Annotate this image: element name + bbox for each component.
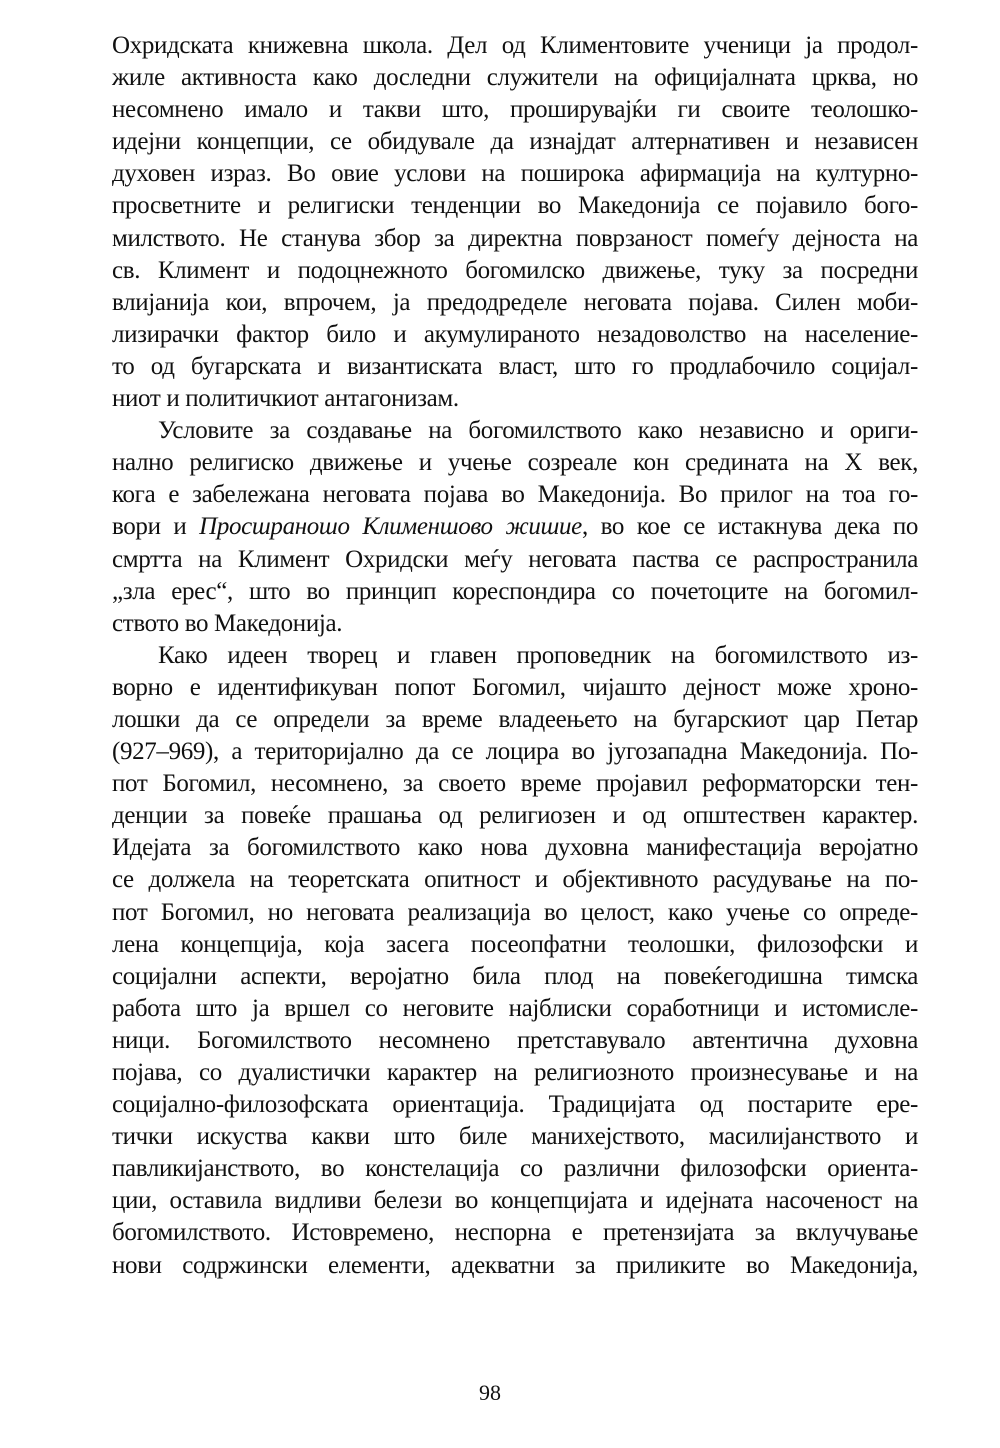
- text-line: нално религиско движење и учење созреале кон средината на X век,: [112, 449, 918, 477]
- text-line: ството во Македонија.: [112, 609, 343, 637]
- text-line: Како идеен творец и главен проповедник на богомилството из-: [158, 641, 918, 669]
- text-line: пот Богомил, несомнено, за своето време пројавил реформаторски тен-: [112, 770, 918, 798]
- text-line: Охридската книжевна школа. Дел од Климентовите ученици ја продол-: [112, 32, 918, 59]
- text-line: Условите за создавање на богомилството како независно и ориги-: [158, 417, 918, 445]
- page-number: 98: [479, 1380, 501, 1405]
- text-line: социјално-филозофската ориентација. Традицијата од постарите ере-: [112, 1091, 918, 1119]
- text-line: милството. Не станува збор за директна поврзаност помеѓу дејноста на: [112, 224, 918, 252]
- text-line: социјални аспекти, веројатно била плод на повеќегодишна тимска: [112, 962, 918, 990]
- text-line: богомилството. Истовремено, неспорна е претензијата за вклучување: [112, 1219, 918, 1247]
- text-line: ници. Богомилството несомнено претставувало автентична духовна: [112, 1026, 918, 1054]
- text-line: идејни концепции, се обидувале да изнајдат алтернативен и независен: [112, 128, 918, 156]
- text-fragment: вори и: [112, 513, 200, 541]
- text-line: се должела на теоретската опитност и објективното расудување на по-: [112, 866, 918, 894]
- text-fragment: , во кое се истакнува дека по: [581, 513, 919, 541]
- text-line: павликијанството, во констелација со различни филозофски ориента-: [112, 1155, 918, 1183]
- text-line: денции за повеќе прашања од религиозен и од општествен карактер.: [112, 802, 918, 830]
- text-line: (927–969), а територијално да се лоцира во југозападна Македонија. По-: [112, 738, 918, 766]
- text-line: влијанија кои, впрочем, ја предодределе неговата појава. Силен моби-: [112, 288, 918, 316]
- text-line: [112, 511, 918, 543]
- text-line: лена концепција, која засега посеопфатни теолошки, филозофски и: [112, 930, 918, 958]
- text-line: лизирачки фактор било и акумулираното незадоволство на население-: [112, 320, 918, 348]
- text-line: кога е забележана неговата појава во Македонија. Во прилог на тоа го-: [112, 481, 918, 509]
- text-line: просветните и религиски тенденции во Македонија се појавило бого-: [112, 192, 918, 220]
- text-line: нови содржински елементи, адекватни за приликите во Македонија,: [112, 1251, 918, 1279]
- text-line: св. Климент и подоцнежното богомилско движење, туку за посредни: [112, 256, 918, 284]
- text-line: пот Богомил, но неговата реализација во целост, како учење со опреде-: [112, 898, 918, 926]
- text-line: смртта на Климент Охридски меѓу неговата паства се распространила: [112, 545, 918, 573]
- text-line: то од бугарската и византиската власт, што го продлабочило социјал-: [112, 352, 918, 380]
- text-line: ворно е идентификуван попот Богомил, чијашто дејност може хроно-: [112, 673, 918, 701]
- body-text: [112, 30, 918, 1282]
- italic-title: Просшраношо Клименшово жишие: [199, 513, 582, 541]
- text-line: работа што ја вршел со неговите најблиски соработници и истомисле-: [112, 994, 918, 1022]
- text-line: ниот и политичкиот антагонизам.: [112, 385, 459, 413]
- text-line: „зла ерес“, што во принцип кореспондира со почетоците на богомил-: [112, 577, 918, 605]
- text-line: несомнено имало и такви што, проширувајќи ги своите теолошко-: [112, 96, 918, 124]
- text-line: ции, оставила видливи белези во концепцијата и идејната насоченост на: [112, 1187, 918, 1215]
- text-line: Идејата за богомилството како нова духовна манифестација веројатно: [112, 834, 918, 862]
- text-line: појава, со дуалистички карактер на религиозното произнесување и на: [112, 1059, 918, 1086]
- text-line: тички искуства какви што биле манихејството, масилијанството и: [112, 1123, 918, 1151]
- text-line: жиле активноста како доследни служители на официјалната црква, но: [112, 64, 918, 92]
- text-line: духовен израз. Во овие услови на поширока афирмација на културно-: [112, 160, 918, 188]
- text-line: лошки да се определи за време владеењето на бугарскиот цар Петар: [112, 705, 918, 733]
